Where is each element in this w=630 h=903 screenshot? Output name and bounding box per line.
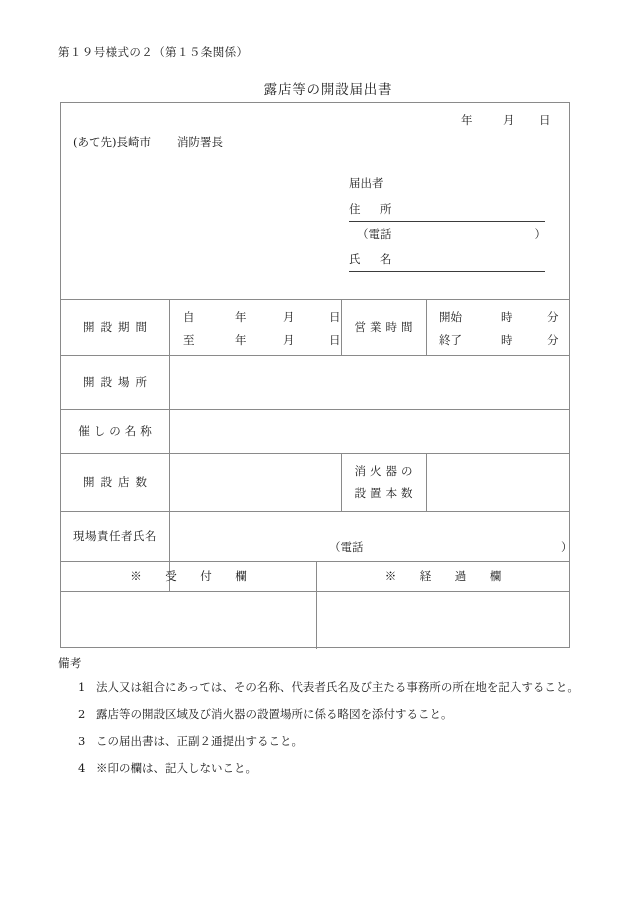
manager-phone-line[interactable] [329, 539, 573, 555]
extinguisher-label-line1: 消火器の [354, 464, 417, 478]
hours-end-hour: 時 [501, 333, 513, 347]
shop-count-input-cell[interactable] [169, 453, 341, 511]
period-to-year: 年 [235, 333, 247, 347]
shop-count-label: 開設店数 [83, 475, 153, 489]
hours-start-hour: 時 [501, 310, 513, 324]
date-day-label: 日 [539, 113, 551, 127]
extinguisher-input-cell[interactable] [426, 453, 570, 511]
period-values [183, 306, 341, 352]
addressee-city: 長崎市 [116, 135, 151, 149]
hours-end-minute: 分 [547, 333, 559, 347]
note-number: 3 [78, 734, 86, 748]
period-from-month: 月 [283, 310, 295, 324]
phone-field-row[interactable] [349, 226, 544, 251]
hours-start-minute: 分 [547, 310, 559, 324]
place-label: 開設場所 [83, 375, 153, 389]
note-item [58, 707, 598, 722]
name-label: 氏 名 [349, 252, 396, 266]
period-from-year: 年 [235, 310, 247, 324]
name-rule [349, 271, 545, 272]
addressee-office: 消防署長 [176, 135, 223, 149]
form-table [60, 102, 573, 648]
extinguisher-label [341, 453, 426, 511]
period-to-mark: 至 [183, 333, 195, 347]
note-text: 法人又は組合にあっては、その名称、代表者氏名及び主たる事務所の所在地を記入すること。 [96, 680, 579, 694]
extinguisher-label-line2: 設置本数 [354, 486, 417, 500]
manager-phone-close-paren: ） [561, 540, 573, 554]
notes-title: 備考 [58, 656, 82, 670]
note-number: 4 [78, 761, 86, 775]
address-field-row[interactable] [349, 201, 544, 226]
place-input-cell[interactable] [169, 355, 570, 409]
period-from-mark: 自 [183, 310, 195, 324]
period-to-day: 日 [329, 333, 341, 347]
manager-phone-open-paren: （電話 [329, 540, 364, 554]
event-name-label: 催しの名称 [78, 424, 156, 438]
note-number: 2 [78, 707, 86, 721]
notes-section [58, 655, 598, 788]
hours-end-row[interactable] [439, 329, 559, 352]
period-to-month: 月 [283, 333, 295, 347]
address-label: 住 所 [349, 202, 396, 216]
hours-values [439, 306, 559, 352]
submitter-label: 届出者 [349, 176, 384, 190]
period-from-row[interactable] [183, 306, 341, 329]
address-rule [349, 221, 545, 222]
hours-label-divider-right [426, 299, 427, 355]
note-number: 1 [78, 680, 86, 694]
note-item [58, 761, 598, 776]
manager-label: 現場責任者氏名 [73, 529, 157, 543]
period-label: 開設期間 [83, 320, 153, 334]
period-from-day: 日 [329, 310, 341, 324]
name-field-row[interactable] [349, 251, 544, 276]
note-text: この届出書は、正副２通提出すること。 [96, 734, 303, 748]
manager-input-cell[interactable] [169, 511, 570, 561]
hours-end-mark: 終了 [439, 333, 462, 347]
note-text: ※印の欄は、記入しないこと。 [96, 761, 257, 775]
reception-header: ※ 受 付 欄 [130, 569, 253, 583]
note-item [58, 680, 598, 695]
submitter-fields [349, 201, 544, 276]
event-name-input-cell[interactable] [169, 409, 570, 453]
note-item [58, 734, 598, 749]
reception-input-cell[interactable] [61, 591, 316, 648]
date-month-label: 月 [503, 113, 515, 127]
progress-header: ※ 経 過 欄 [384, 569, 508, 583]
progress-input-cell[interactable] [316, 591, 570, 648]
hours-start-row[interactable] [439, 306, 559, 329]
hours-label: 営業時間 [354, 320, 417, 334]
date-year-label: 年 [461, 113, 473, 127]
period-to-row[interactable] [183, 329, 341, 352]
date-line [461, 112, 551, 128]
note-text: 露店等の開設区域及び消火器の設置場所に係る略図を添付すること。 [96, 707, 453, 721]
addressee-prefix: (あて先) [73, 135, 117, 149]
addressee-line [73, 134, 223, 150]
document-title: 露店等の開設届出書 [263, 82, 393, 98]
phone-open-paren: （電話 [357, 227, 392, 241]
form-number: 第１９号様式の２（第１５条関係） [58, 45, 249, 59]
phone-close-paren: ） [534, 227, 546, 241]
hours-start-mark: 開始 [439, 310, 462, 324]
